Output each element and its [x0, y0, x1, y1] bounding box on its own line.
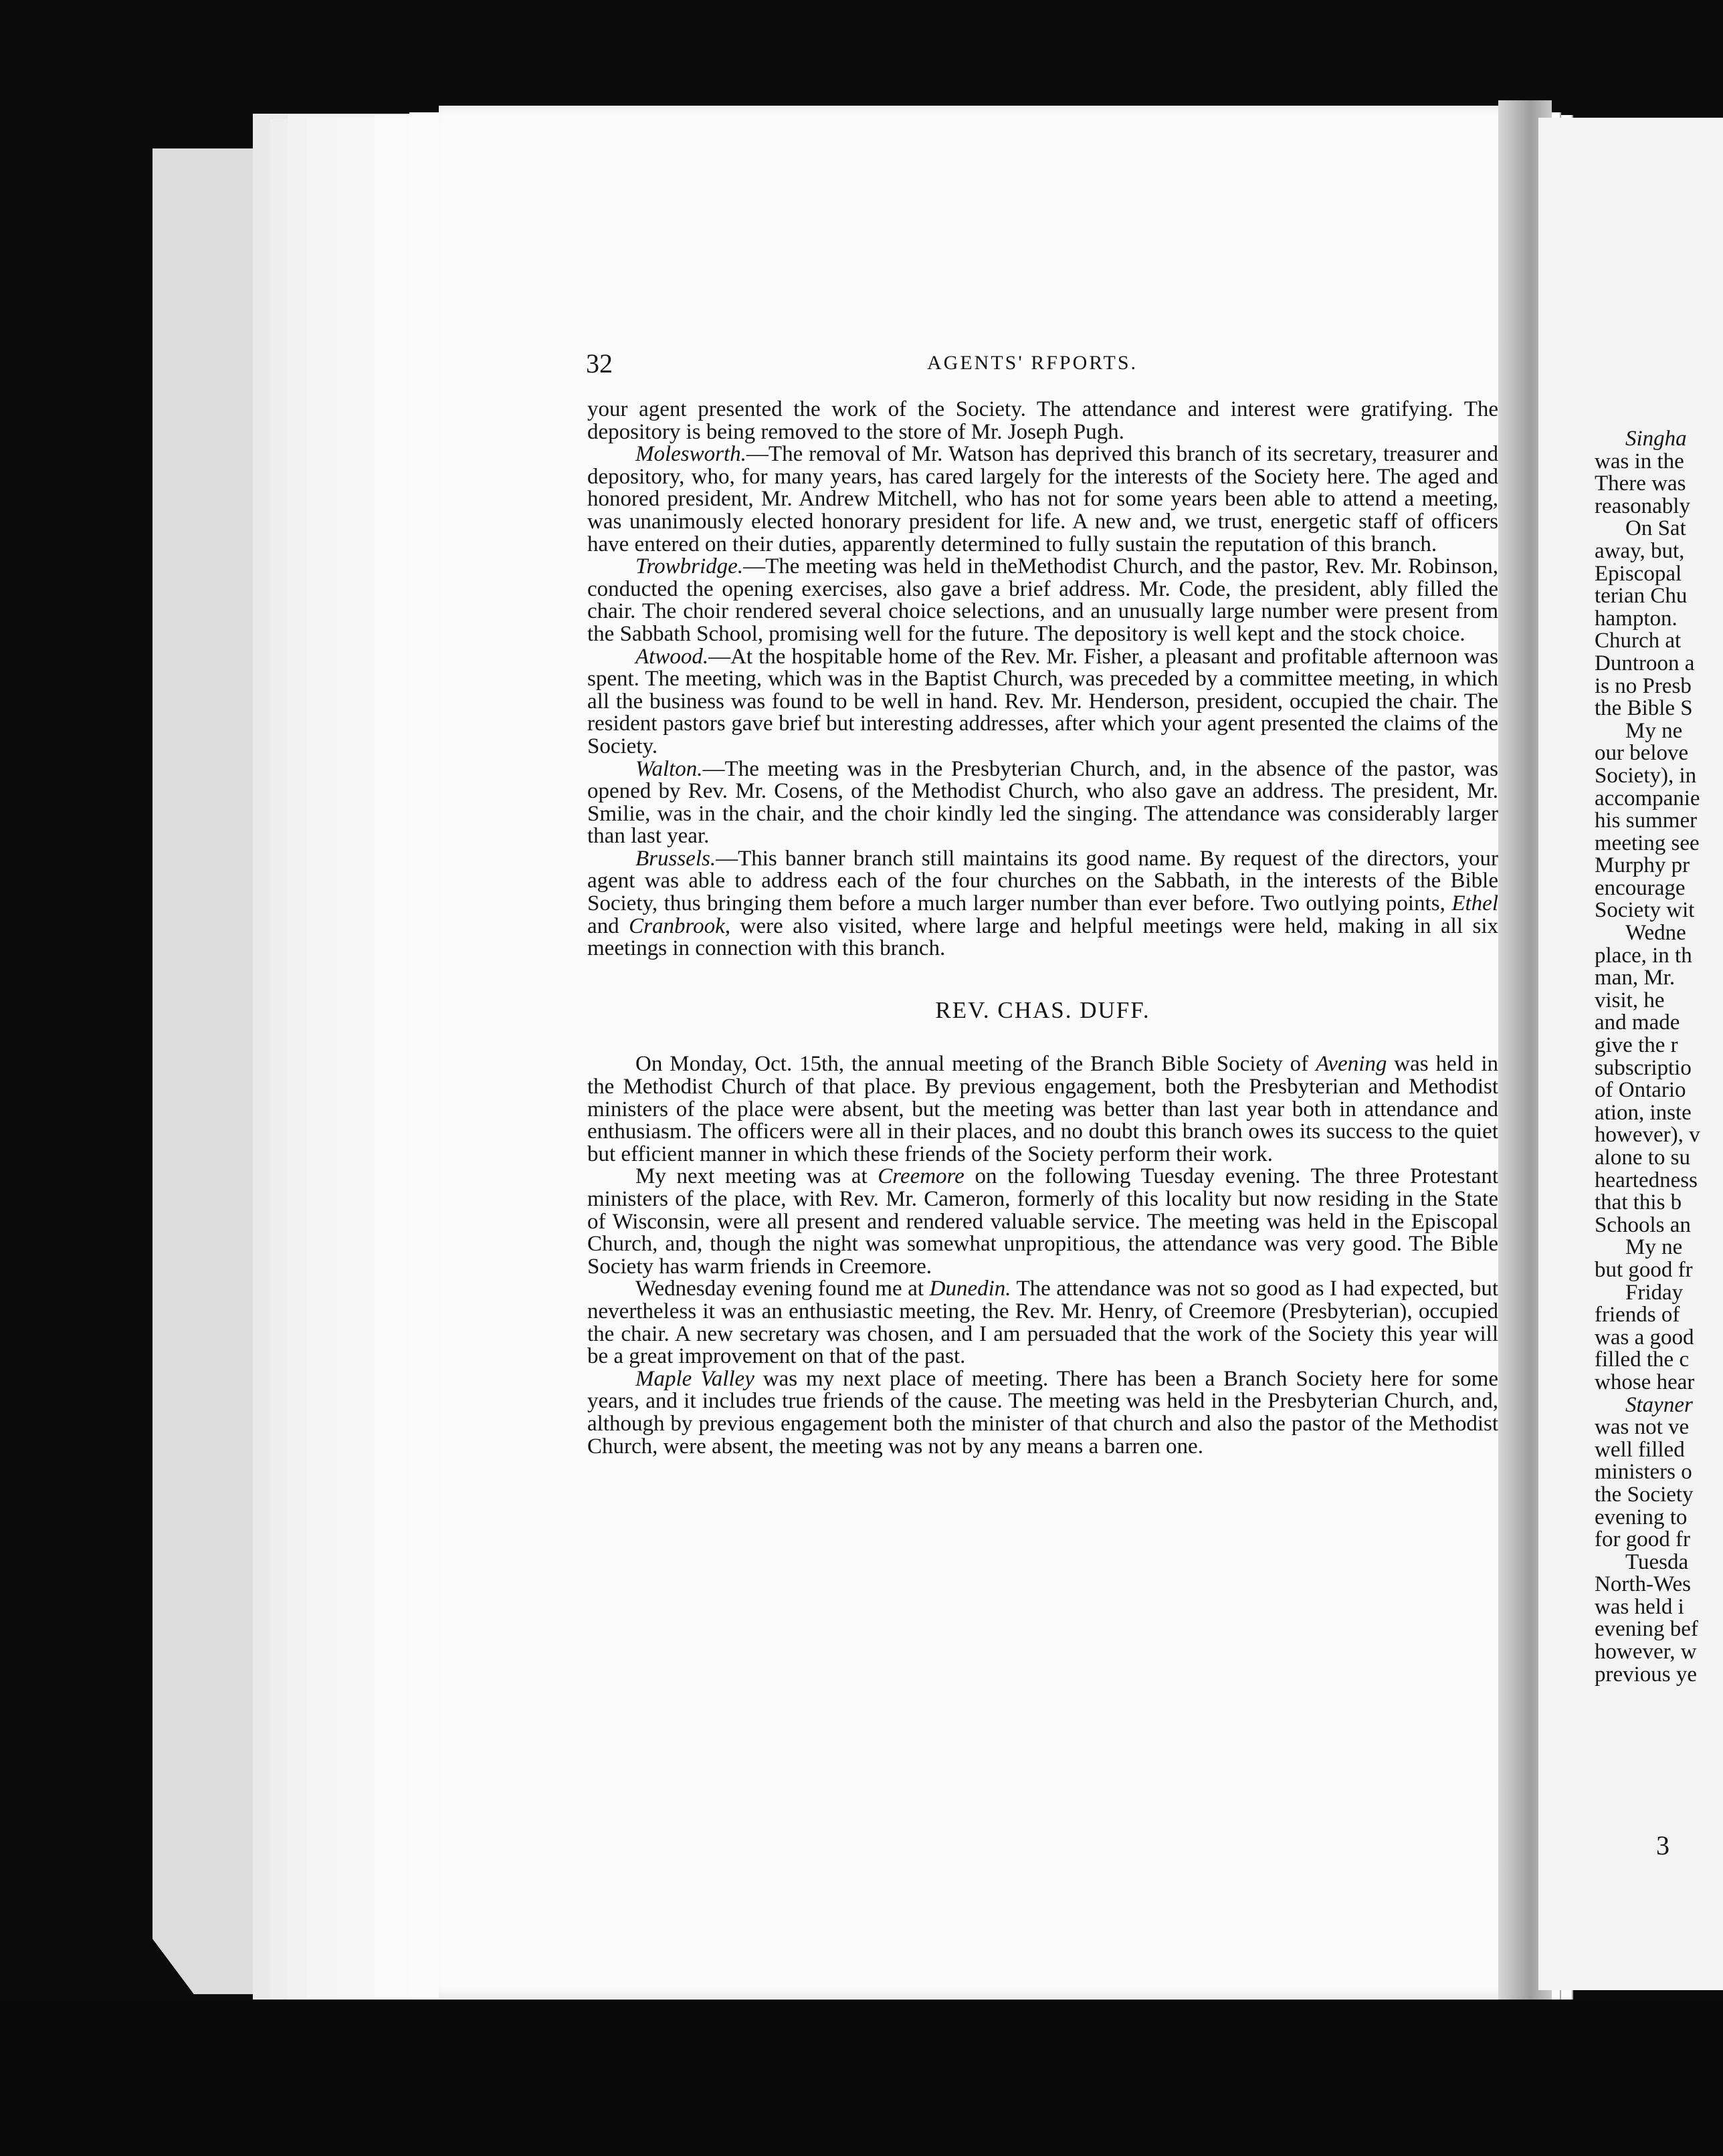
right-page-line: encourage [1595, 875, 1686, 900]
paragraph-text: The attendance was not so good as I had expected, but nevertheless it was an enthusiastic meeting, the Rev. Mr. Henry, of Creemore (Presbyterian), occupied the chair. A new secretary was chosen, and I am persuaded that the work of the Society this year will be a great improvement on that of the past. [587, 1277, 1498, 1369]
right-page-line: and made [1595, 1010, 1680, 1035]
paragraph [587, 848, 1498, 960]
place-name: Walton. [635, 756, 703, 781]
paragraph-text: your agent presented the work of the Society. The attendance and interest were gratifying. The depository is being removed to the store of Mr. Joseph Pugh. [587, 397, 1498, 444]
right-page-line: was in the [1595, 449, 1684, 473]
right-page-line: Friday [1625, 1280, 1684, 1305]
right-page-line: our belove [1595, 741, 1689, 766]
paragraph [587, 1368, 1498, 1458]
right-page-line: however, w [1595, 1640, 1697, 1664]
right-page-line: but good fr [1595, 1257, 1693, 1282]
right-page-line: that this b [1595, 1190, 1682, 1215]
right-page-line: give the r [1595, 1033, 1678, 1058]
right-page-line: Stayner [1625, 1392, 1693, 1417]
right-page-line: of Ontario [1595, 1078, 1686, 1103]
paragraph [587, 1053, 1498, 1166]
place-name: Avening [1316, 1052, 1387, 1077]
right-page-line: place, in th [1595, 943, 1692, 968]
paragraph-text: Wednesday evening found me at [635, 1277, 930, 1301]
paragraph [587, 646, 1498, 758]
right-page-line: man, Mr. [1595, 966, 1676, 990]
page-number: 32 [586, 348, 613, 379]
right-page-line: heartedness [1595, 1168, 1698, 1192]
right-page-line: was held i [1595, 1594, 1684, 1619]
right-page-line: previous ye [1595, 1662, 1698, 1687]
section-title: REV. CHAS. DUFF. [935, 996, 1150, 1023]
place-name: Cranbrook, [629, 913, 731, 938]
right-page-line: Episcopal [1595, 561, 1682, 586]
place-name: Ethel [1451, 891, 1498, 916]
paragraph-text: —This banner branch still maintains its good name. By request of the directors, your agent was able to address each of the four churches on the Sabbath, in the interests of the Bible Society, thus bringing them before a much larger number than ever before. Two outlying points, [587, 846, 1498, 916]
right-page-line: meeting see [1595, 831, 1700, 855]
right-page-line: There was [1595, 471, 1686, 496]
page-body [587, 399, 1498, 1458]
right-page-line: accompanie [1595, 786, 1700, 811]
place-name: Creemore [878, 1164, 965, 1189]
right-page-line: is no Presb [1595, 673, 1692, 698]
right-page-line: the Society [1595, 1482, 1694, 1507]
paragraph-text: was held in the Methodist Church of that place. By previous engagement, both the Presbyterian and Methodist ministers of the place were absent, but the meeting was better than last year both in attendance and enthusiasm. The officers were all in their places, and no doubt this branch owes its success to the quiet but efficient manner in which these friends of the Society perform their work. [587, 1052, 1498, 1166]
paragraph-text: —The meeting was in the Presbyterian Church, and, in the absence of the pastor, was opened by Rev. Mr. Cosens, of the Methodist Church, who also gave an address. The president, Mr. Smilie, was in the chair, and the choir kindly led the singing. The attendance was considerably larger than last year. [587, 756, 1498, 849]
right-page-line: ministers o [1595, 1460, 1692, 1485]
paragraph-text: on the following Tuesday evening. The three Protestant ministers of the place, with Rev. Mr. Cameron, formerly of this locality but now residing in the State of Wisconsin, were all present and rendered valuable service. The meeting was held in the Episcopal Church, and, though the night was somewhat unpropitious, the attendance was very good. The Bible Society has warm friends in Creemore. [587, 1164, 1498, 1279]
right-page-text [1595, 428, 1723, 1686]
right-page-line: On Sat [1625, 516, 1686, 541]
right-page-line: reasonably [1595, 494, 1690, 518]
right-page-line: hampton. [1595, 606, 1678, 631]
place-name: Atwood. [635, 644, 709, 669]
right-page-line: away, but, [1595, 538, 1685, 563]
right-page-line: the Bible S [1595, 696, 1693, 721]
right-page-line: My ne [1625, 1235, 1683, 1260]
paragraph [587, 758, 1498, 848]
scan-bottom-margin [0, 2000, 1723, 2156]
right-page-line: Tuesda [1625, 1549, 1689, 1574]
paragraph-text: My next meeting was at [635, 1164, 878, 1189]
running-title: AGENTS' RFPORTS. [927, 352, 1138, 374]
right-page-line: evening bef [1595, 1617, 1698, 1642]
paragraph-text: —At the hospitable home of the Rev. Mr. Fisher, a pleasant and profitable afternoon was spent. The meeting, which was in the Baptist Church, was preceded by a committee meeting, in which all the business was found to be well in hand. Rev. Mr. Henderson, president, occupied the chair. The resident pastors gave brief but interesting addresses, after which your agent presented the claims of the Society. [587, 644, 1498, 758]
place-name: Dunedin. [929, 1277, 1011, 1301]
place-name: Brussels. [635, 846, 716, 871]
right-page-line: visit, he [1595, 988, 1665, 1012]
right-page-line: Church at [1595, 629, 1682, 653]
right-page-line: Duntroon a [1595, 651, 1695, 675]
paragraph-text: —The removal of Mr. Watson has deprived this branch of its secretary, treasurer and depository, who, for many years, has cared largely for the interests of the Society here. The aged and honored president, Mr. Andrew Mitchell, who has not for some years been able to attend a meeting, was unanimously elected honorary president for life. A new and, we trust, energetic staff of officers have entered on their duties, apparently determined to fully sustain the reputation of this branch. [587, 442, 1498, 556]
right-page-number: 3 [1656, 1830, 1669, 1860]
right-page-line: filled the c [1595, 1348, 1690, 1372]
right-page-line: whose hear [1595, 1370, 1695, 1394]
paragraph-text: were also visited, where large and helpful meetings were held, making in all six meetings in connection with this branch. [587, 913, 1498, 961]
right-page-line: was not ve [1595, 1415, 1690, 1440]
right-page-line: terian Chu [1595, 584, 1688, 609]
right-page-line: however), v [1595, 1123, 1700, 1148]
place-name: Maple Valley [635, 1366, 754, 1391]
paragraph [587, 443, 1498, 556]
place-name: Molesworth. [635, 442, 746, 467]
paragraph-text: —The meeting was held in theMethodist Church, and the pastor, Rev. Mr. Robinson, conducted the opening exercises, also gave a brief address. Mr. Code, the president, ably filled the chair. The choir rendered several choice selections, and an unusually large number were present from the Sabbath School, promising well for the future. The depository is well kept and the stock choice. [587, 554, 1498, 646]
right-page-line: was a good [1595, 1325, 1694, 1350]
right-page-line: My ne [1625, 718, 1683, 743]
right-page-line: Society), in [1595, 763, 1697, 788]
right-page-line: ation, inste [1595, 1100, 1692, 1125]
paragraph [587, 1278, 1498, 1368]
place-name: Trowbridge. [635, 554, 744, 579]
right-page-line: friends of [1595, 1303, 1680, 1327]
right-page-line: evening to [1595, 1505, 1688, 1529]
right-page-line: Singha [1625, 427, 1687, 451]
right-page-line: his summer [1595, 808, 1698, 833]
page-header [586, 348, 1506, 388]
paragraph-text: On Monday, Oct. 15th, the annual meeting of the Branch Bible Society of [635, 1052, 1316, 1077]
right-page-line: subscriptio [1595, 1055, 1692, 1080]
paragraph [587, 399, 1498, 443]
right-page-line: alone to su [1595, 1146, 1690, 1170]
paragraph [587, 556, 1498, 645]
paragraph [587, 1166, 1498, 1278]
right-page-line: Wedne [1625, 921, 1686, 946]
paragraph-text: and [587, 913, 629, 938]
right-page-line: for good fr [1595, 1527, 1690, 1552]
right-page-line: well filled [1595, 1437, 1685, 1462]
paragraph-text: was my next place of meeting. There has been a Branch Society here for some years, and it includes true friends of the cause. The meeting was held in the Presbyterian Church, and, although by previous engagement both the minister of that church and also the pastor of the Methodist Church, were absent, the meeting was not by any means a barren one. [587, 1366, 1498, 1459]
right-page-line: Murphy pr [1595, 853, 1690, 878]
right-page-line: North-Wes [1595, 1572, 1691, 1597]
right-page-line: Society wit [1595, 898, 1695, 923]
right-page-line: Schools an [1595, 1212, 1691, 1237]
